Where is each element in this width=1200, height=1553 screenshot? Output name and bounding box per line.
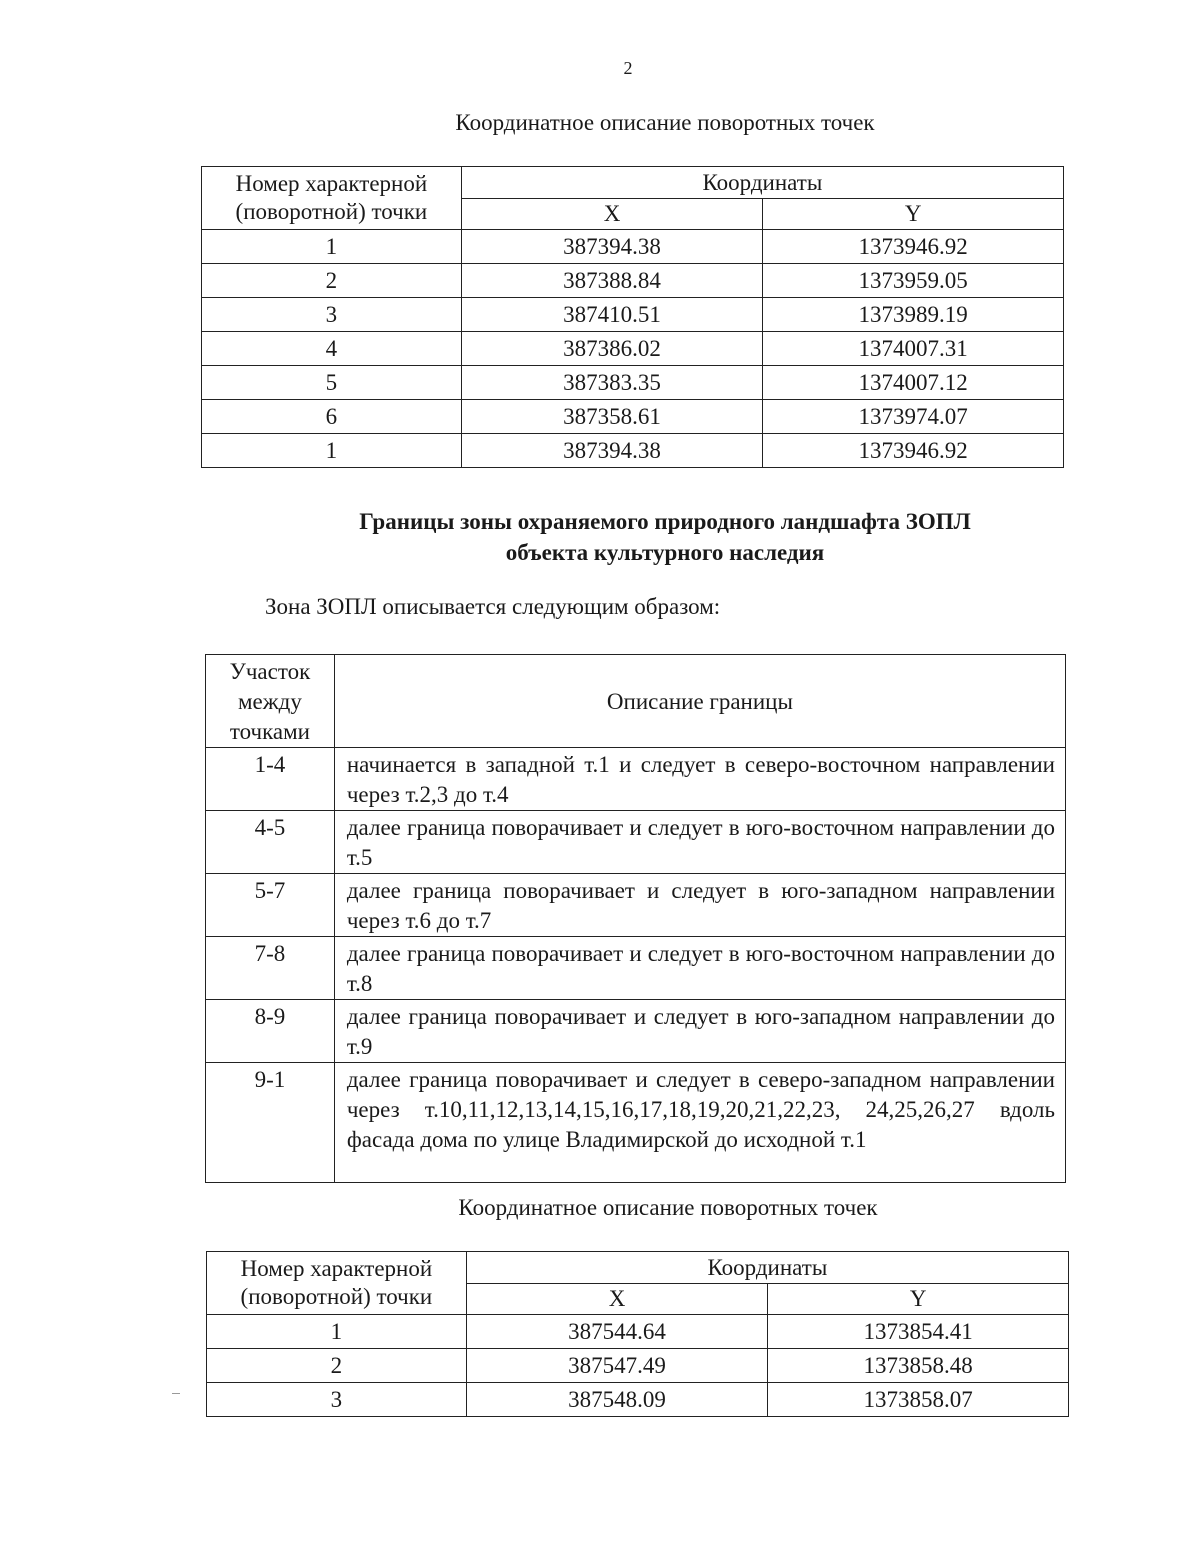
coord-table-1-point-header: Номер характерной (поворотной) точки [202,167,462,230]
coord-table-2-point-header: Номер характерной (поворотной) точки [207,1252,467,1315]
segment-cell: 7-8 [206,937,335,1000]
y-value: 1374007.31 [763,332,1064,366]
x-value: 387410.51 [461,298,763,332]
table-row [202,230,1064,264]
y-value: 1373974.07 [763,400,1064,434]
x-value: 387388.84 [461,264,763,298]
x-value: 387386.02 [461,332,763,366]
coord-table-2-coords-header: Координаты [466,1252,1068,1284]
x-value: 387358.61 [461,400,763,434]
table-row [202,434,1064,468]
y-value: 1373946.92 [763,230,1064,264]
page-number: 2 [623,58,633,78]
coord-table-1-caption: Координатное описание поворотных точек [455,110,875,135]
point-number: 1 [202,230,462,264]
coord-table-2-caption: Координатное описание поворотных точек [458,1195,878,1220]
segment-cell: 8-9 [206,1000,335,1063]
point-number: 1 [202,434,462,468]
table-row [206,748,1066,811]
y-value: 1373959.05 [763,264,1064,298]
segment-cell: 9-1 [206,1063,335,1183]
coord-table-2-y-header: Y [768,1284,1069,1315]
x-value: 387548.09 [466,1383,768,1417]
point-number: 3 [207,1383,467,1417]
table-row [202,400,1064,434]
segment-cell: 4-5 [206,811,335,874]
table-row [206,811,1066,874]
table-row [206,1063,1066,1183]
section-heading [0,506,1200,568]
table-row [202,264,1064,298]
point-number: 5 [202,366,462,400]
table-row [206,937,1066,1000]
description-cell: начинается в западной т.1 и следует в северо-восточном направлении через т.2,3 до т.4 [334,748,1065,811]
y-value: 1373989.19 [763,298,1064,332]
point-number: 2 [202,264,462,298]
description-header: Описание границы [334,655,1065,748]
description-cell: далее граница поворачивает и следует в юго-восточном направлении до т.8 [334,937,1065,1000]
table-row [206,874,1066,937]
coord-table-1 [201,166,1064,468]
y-value: 1373858.07 [768,1383,1069,1417]
segment-cell: 5-7 [206,874,335,937]
coord-table-1-y-header: Y [763,199,1064,230]
table-row [206,1000,1066,1063]
boundary-description-table [205,654,1066,1183]
table-row [202,332,1064,366]
y-value: 1373858.48 [768,1349,1069,1383]
x-value: 387544.64 [466,1315,768,1349]
point-number: 3 [202,298,462,332]
point-number: 6 [202,400,462,434]
table-row [202,366,1064,400]
description-cell: далее граница поворачивает и следует в юго-западном направлении до т.9 [334,1000,1065,1063]
coord-table-2-x-header: X [466,1284,768,1315]
coord-table-1-x-header: X [461,199,763,230]
description-cell: далее граница поворачивает и следует в юго-западном направлении через т.6 до т.7 [334,874,1065,937]
description-cell: далее граница поворачивает и следует в северо-западном направлении через т.10,11,12,13,14,15,16,17,18,19,20,21,22,23, 24,25,26,27 вдоль фасада дома по улице Владимирской до исходной т.1 [334,1063,1065,1183]
scan-margin-mark [172,1393,180,1394]
x-value: 387394.38 [461,230,763,264]
section-heading-line-1: Границы зоны охраняемого природного ландшафта ЗОПЛ [359,509,971,534]
table-row [207,1315,1069,1349]
y-value: 1373946.92 [763,434,1064,468]
point-number: 4 [202,332,462,366]
y-value: 1374007.12 [763,366,1064,400]
point-number: 1 [207,1315,467,1349]
point-number: 2 [207,1349,467,1383]
coord-table-2 [206,1251,1069,1417]
x-value: 387547.49 [466,1349,768,1383]
section-heading-line-2: объекта культурного наследия [505,540,825,565]
description-cell: далее граница поворачивает и следует в юго-восточном направлении до т.5 [334,811,1065,874]
table-row [207,1349,1069,1383]
coord-table-1-coords-header: Координаты [461,167,1063,199]
segment-cell: 1-4 [206,748,335,811]
x-value: 387383.35 [461,366,763,400]
segment-header: Участок между точками [206,655,335,748]
table-row [202,298,1064,332]
zone-intro: Зона ЗОПЛ описывается следующим образом: [265,594,721,619]
table-row [207,1383,1069,1417]
y-value: 1373854.41 [768,1315,1069,1349]
x-value: 387394.38 [461,434,763,468]
